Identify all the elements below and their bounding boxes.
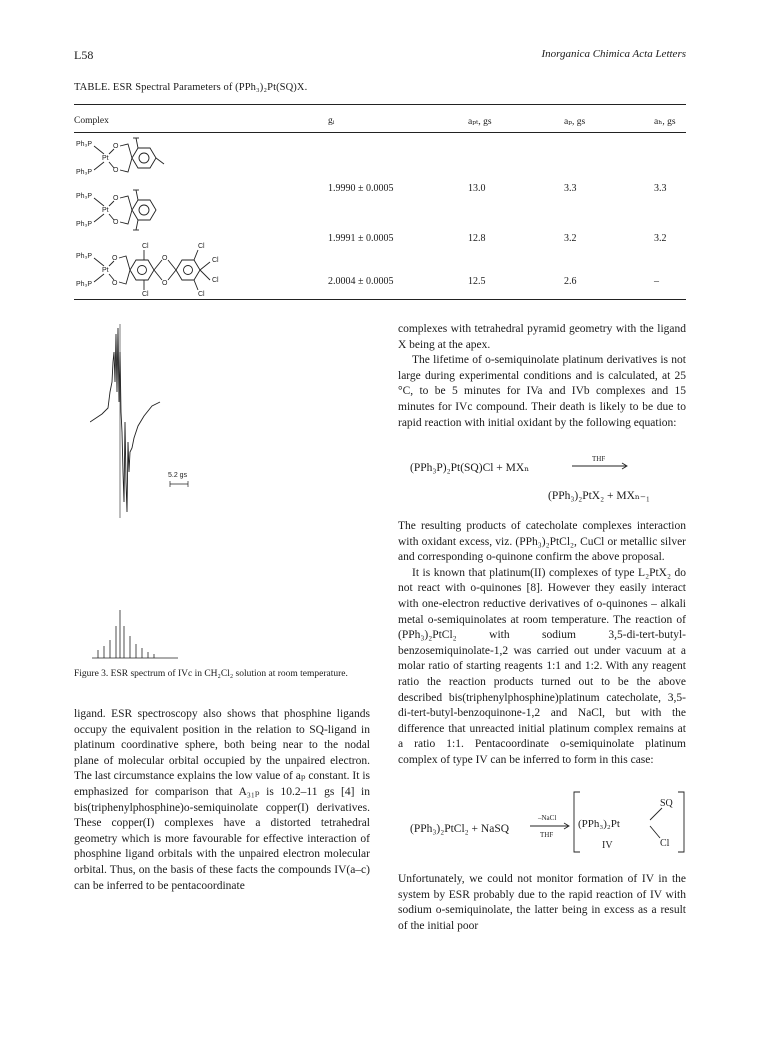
label-cl: Cl [198,243,205,250]
page-number: L58 [74,48,94,62]
stick-spectrum [90,600,180,660]
row2-ah: 3.2 [654,233,667,244]
equation-2-left: (PPh₃)₂PtCl₂ + NaSQ [410,823,510,835]
equation-1-left: (PPh₃P)₂Pt(SQ)Cl + MXₙ [410,462,530,474]
col-header-complex: Complex [74,116,109,126]
col-header-ah: aₕ, gs [654,117,676,127]
label-o: O [113,219,119,226]
row1-ah: 3.3 [654,183,667,194]
left-paragraph: ligand. ESR spectroscopy also shows that phosphine ligands occupy the equivalent position in the relation to SQ-ligand in platinum coordinative sphere, both being near to the nodal plane of molecular orbital occupied by the unpaired electron. The last circumstance explains the low value of aₚ constant. It is emphasized for comparison that A₃₁ₚ is 10.2–11 gs [4] in bis(triphenylphosphine)o-semiquinolate copper(I) derivatives. These copper(I) complexes have a distorted tetrahedral geometry which is more favourable for effective interaction of phosphine ligand orbitals with the unpaired electron molecular orbital. Thus, on the basis of these facts the compounds IV(a–c) can be inferred to be pentacoordinate [74,708,370,892]
structure-ivc [76,240,246,298]
spectrum-trace [90,328,160,512]
label-ph3p: Ph₃P [76,141,93,148]
row3-g: 2.0004 ± 0.0005 [328,276,394,287]
row3-apt: 12.5 [468,276,486,287]
scale-label: 5.2 gs [168,472,188,479]
right-paragraph-2: The lifetime of o-semiquinolate platinum derivatives is not large during experimental conditions and is calculated, at 25 °C, to be 5 minutes for IVa and IVb complexes and 15 minutes for IVc compound. Their death is likely to be due to rapid reaction with initial oxidant by the following equation: [398,354,686,429]
table-title: TABLE. ESR Spectral Parameters of (PPh₃)₂Pt(SQ)X. [74,82,308,93]
row2-apt: 12.8 [468,233,486,244]
label-pt: Pt [102,155,109,162]
label-o: O [113,195,119,202]
row1-ap: 3.3 [564,183,577,194]
label-o: O [113,167,119,174]
equation-2-arrow [528,810,572,846]
right-column-text-3 [398,872,686,934]
row2-g: 1.9991 ± 0.0005 [328,233,394,244]
product-label: IV [602,840,613,851]
label-o: O [162,255,168,262]
right-paragraph-3: The resulting products of catecholate complexes interaction with oxidant excess, viz. (PPh₃)₂PtCl₂, CuCl or metallic silver and corresponding o-quinone confirm the above proposal. [398,520,686,564]
row2-ap: 3.2 [564,233,577,244]
row1-apt: 13.0 [468,183,486,194]
left-column-text [74,707,370,894]
label-pt: Pt [102,267,109,274]
table-bottom-rule [74,299,686,300]
esr-spectrum-figure [90,322,260,522]
right-column-text [398,322,686,431]
label-cl: Cl [212,257,219,264]
right-paragraph-1: complexes with tetrahedral pyramid geometry with the ligand X being at the apex. [398,323,686,351]
col-header-ap: aₚ, gs [564,117,586,127]
label-ph3p: Ph₃P [76,253,93,260]
row3-ap: 2.6 [564,276,577,287]
structure-ivb [76,186,186,234]
label-cl: Cl [142,243,149,250]
product-cl: Cl [660,838,670,849]
col-header-g: gᵢ [328,116,335,126]
label-o: O [112,255,118,262]
label-cl: Cl [142,291,149,298]
label-cl: Cl [198,291,205,298]
label-ph3p: Ph₃P [76,169,93,176]
col-header-apt: aₚₜ, gs [468,117,492,127]
label-o: O [112,280,118,287]
row1-g: 1.9990 ± 0.0005 [328,183,394,194]
equation-2-below: THF [540,831,554,839]
table-top-rule [74,104,686,105]
label-cl: Cl [212,277,219,284]
equation-2-above: –NaCl [538,814,557,822]
row3-ah: – [654,276,659,287]
right-column-text-2 [398,519,686,769]
right-paragraph-4: It is known that platinum(II) complexes of type L₂PtX₂ do not react with o-quinones [8]. However they easily interact with one-electron reductive derivatives of o-quinones – alkali metal o-semiquinolates at room temperature. The reaction of (PPh₃)₂PtCl₂ with sodium 3,5-di-tert-butyl-benzosemiquinolate-1,2 was carried out under vacuum at a molar ratio of starting reagents 1:1 and 1:2. With any reagent ratio the reaction products turned out to be the above described bis(triphenylphosphine)platinum catecholate, 3,5-di-tert-butyl-benzoquinone-1,2 and NaCl, but with the difference that unreacted initial platinum complex remains at a ratio 1:1. Pentacoordinate o-semiquinolate platinum complex of type IV can be inferred to form in this case: [398,566,686,766]
table-header-rule [74,132,686,133]
product-formula: (PPh₃)₂Pt [578,818,620,830]
equation-1-arrow [570,452,630,472]
journal-name: Inorganica Chimica Acta Letters [541,48,686,60]
label-ph3p: Ph₃P [76,281,93,288]
label-o: O [113,143,119,150]
label-pt: Pt [102,207,109,214]
equation-1-solvent: THF [592,455,606,463]
structure-iva [76,134,186,182]
label-ph3p: Ph₃P [76,221,93,228]
label-ph3p: Ph₃P [76,193,93,200]
equation-1-right: (PPh₃)₂PtX₂ + MXₙ₋₁ [548,490,650,502]
product-sq: SQ [660,798,673,809]
figure-caption: Figure 3. ESR spectrum of IVc in CH₂Cl₂ solution at room temperature. [74,669,348,679]
label-o: O [162,280,168,287]
right-paragraph-5: Unfortunately, we could not monitor formation of IV in the system by ESR probably due to the rapid reaction of IV with sodium o-semiquinolate, the latter being in excess as a result of the initial poor [398,873,686,932]
equation-2-product [572,790,688,854]
